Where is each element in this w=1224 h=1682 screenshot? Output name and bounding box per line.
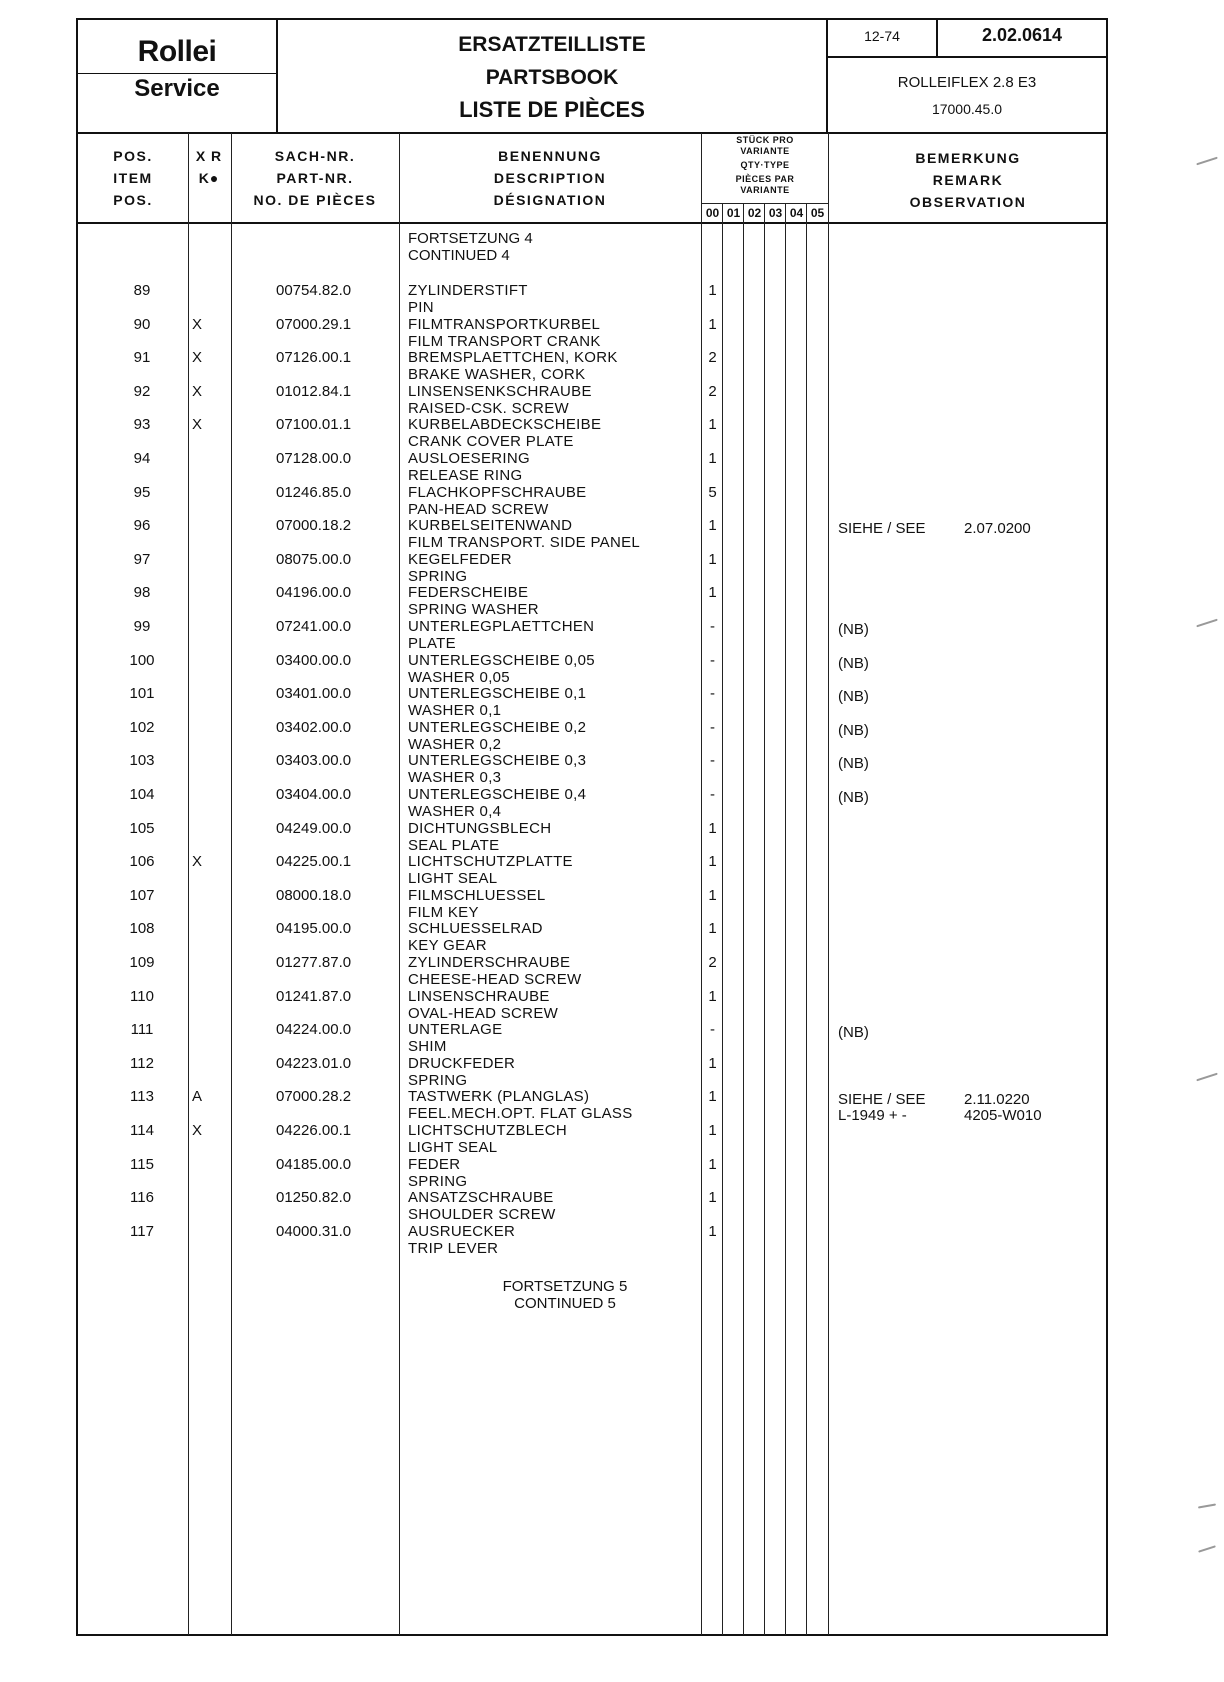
remark-cell: L-1949 + - <box>838 1107 907 1124</box>
description-en-cell: CRANK COVER PLATE <box>408 433 574 450</box>
table-row <box>0 920 1224 954</box>
pos-cell: 111 <box>130 1021 154 1038</box>
quantity-cell: 1 <box>708 282 717 299</box>
description-de-cell: LICHTSCHUTZPLATTE <box>408 853 573 870</box>
description-en-cell: WASHER 0,2 <box>408 736 502 753</box>
col-part-header: SACH-NR. PART-NR. NO. DE PIÈCES <box>253 148 377 208</box>
description-de-cell: KEGELFEDER <box>408 551 512 568</box>
quantity-cell: 2 <box>708 954 717 971</box>
quantity-cell: 1 <box>708 1223 717 1240</box>
quantity-cell: 1 <box>708 988 717 1005</box>
description-en-cell: WASHER 0,3 <box>408 769 502 786</box>
table-row <box>0 584 1224 618</box>
table-row <box>0 1156 1224 1190</box>
description-de-cell: UNTERLAGE <box>408 1021 503 1038</box>
pos-cell: 97 <box>133 551 151 568</box>
part-number-cell: 07126.00.1 <box>276 349 352 366</box>
table-row <box>0 551 1224 585</box>
quantity-cell: 1 <box>708 1055 717 1072</box>
table-row <box>0 416 1224 450</box>
description-en-cell: FILM TRANSPORT. SIDE PANEL <box>408 534 641 551</box>
description-en-cell: PLATE <box>408 635 456 652</box>
quantity-cell: - <box>710 1021 715 1038</box>
description-de-cell: UNTERLEGSCHEIBE 0,3 <box>408 752 587 769</box>
table-row <box>0 517 1224 551</box>
description-en-cell: CHEESE-HEAD SCREW <box>408 971 582 988</box>
description-en-cell: FILM KEY <box>408 904 479 921</box>
description-en-cell: WASHER 0,1 <box>408 702 502 719</box>
part-number-cell: 01246.85.0 <box>276 484 352 501</box>
xr-cell: X <box>192 349 203 366</box>
description-en-cell: FEEL.MECH.OPT. FLAT GLASS <box>408 1105 633 1122</box>
description-de-cell: ZYLINDERSCHRAUBE <box>408 954 571 971</box>
description-de-cell: FEDERSCHEIBE <box>408 584 529 601</box>
quantity-cell: - <box>710 786 715 803</box>
description-de-cell: ANSATZSCHRAUBE <box>408 1189 554 1206</box>
pos-cell: 108 <box>129 920 155 937</box>
description-en-cell: PIN <box>408 299 434 316</box>
title-fr: LISTE DE PIÈCES <box>459 97 645 122</box>
col-remark-header: BEMERKUNG REMARK OBSERVATION <box>909 150 1027 210</box>
description-en-cell: FILM TRANSPORT CRANK <box>408 333 601 350</box>
description-de-cell: ZYLINDERSTIFT <box>408 282 528 299</box>
description-de-cell: FILMTRANSPORTKURBEL <box>408 316 601 333</box>
pos-cell: 100 <box>129 652 155 669</box>
description-en-cell: WASHER 0,05 <box>408 669 510 686</box>
description-en-cell: OVAL-HEAD SCREW <box>408 1005 559 1022</box>
description-de-cell: AUSRUECKER <box>408 1223 516 1240</box>
part-number-cell: 04225.00.1 <box>276 853 352 870</box>
pos-cell: 93 <box>133 416 151 433</box>
description-de-cell: DICHTUNGSBLECH <box>408 820 552 837</box>
service-label: Service <box>134 75 220 102</box>
pos-cell: 115 <box>130 1156 154 1173</box>
table-row <box>0 786 1224 820</box>
part-number-cell: 07128.00.0 <box>276 450 352 467</box>
table-row <box>0 652 1224 686</box>
pos-cell: 106 <box>129 853 155 870</box>
part-number-cell: 01012.84.1 <box>276 383 352 400</box>
pos-cell: 98 <box>133 584 151 601</box>
part-number-cell: 07000.18.2 <box>276 517 352 534</box>
description-de-cell: UNTERLEGSCHEIBE 0,2 <box>408 719 587 736</box>
pos-cell: 89 <box>133 282 151 299</box>
remark-cell: (NB) <box>838 1024 869 1041</box>
description-en-cell: SPRING <box>408 1072 468 1089</box>
part-number-cell: 03402.00.0 <box>276 719 352 736</box>
description-en-cell: SPRING <box>408 568 468 585</box>
pos-cell: 102 <box>129 719 155 736</box>
quantity-cell: 2 <box>708 349 717 366</box>
part-number-cell: 04223.01.0 <box>276 1055 352 1072</box>
pos-cell: 110 <box>130 988 154 1005</box>
part-number-cell: 03403.00.0 <box>276 752 352 769</box>
pos-cell: 104 <box>129 786 155 803</box>
quantity-cell: - <box>710 685 715 702</box>
title-en: PARTSBOOK <box>485 66 619 89</box>
table-row <box>0 1223 1224 1257</box>
part-number-cell: 01277.87.0 <box>276 954 352 971</box>
remark-cell: SIEHE / SEE <box>838 1091 926 1108</box>
description-en-cell: RELEASE RING <box>408 467 523 484</box>
quantity-cell: 1 <box>708 1088 717 1105</box>
pos-cell: 91 <box>133 349 151 366</box>
description-en-cell: BRAKE WASHER, CORK <box>408 366 586 383</box>
quantity-cell: 1 <box>708 1189 717 1206</box>
quantity-cell: - <box>710 652 715 669</box>
col-name-header: BENENNUNG DESCRIPTION DÉSIGNATION <box>493 148 607 208</box>
description-de-cell: UNTERLEGSCHEIBE 0,4 <box>408 786 587 803</box>
part-number-cell: 03404.00.0 <box>276 786 352 803</box>
description-de-cell: UNTERLEGPLAETTCHEN <box>408 618 595 635</box>
remark-cell: (NB) <box>838 722 869 739</box>
table-row <box>0 853 1224 887</box>
part-number-cell: 04185.00.0 <box>276 1156 352 1173</box>
part-number-cell: 08000.18.0 <box>276 887 352 904</box>
part-number-cell: 04224.00.0 <box>276 1021 352 1038</box>
table-row <box>0 719 1224 753</box>
quantity-cell: 1 <box>708 1156 717 1173</box>
quantity-cell: 1 <box>708 416 717 433</box>
table-row <box>0 1122 1224 1156</box>
part-number-cell: 07000.29.1 <box>276 316 352 333</box>
col-xr-header: X R K● <box>195 148 223 186</box>
xr-cell: A <box>192 1088 203 1105</box>
col-qty-header: STÜCK PRO VARIANTE QTY·TYPE PIÈCES PAR VARIANTE <box>735 135 795 195</box>
continued-from-note: FORTSETZUNG 4 CONTINUED 4 <box>408 230 533 264</box>
part-number-cell: 07241.00.0 <box>276 618 352 635</box>
description-de-cell: AUSLOESERING <box>408 450 530 467</box>
part-number-cell: 04226.00.1 <box>276 1122 352 1139</box>
description-en-cell: SHOULDER SCREW <box>408 1206 556 1223</box>
pos-cell: 96 <box>133 517 151 534</box>
description-en-cell: LIGHT SEAL <box>408 870 498 887</box>
description-de-cell: FEDER <box>408 1156 461 1173</box>
table-row <box>0 1088 1224 1122</box>
quantity-cell: 1 <box>708 450 717 467</box>
pos-cell: 94 <box>133 450 151 467</box>
description-en-cell: RAISED-CSK. SCREW <box>408 400 569 417</box>
part-number-cell: 01250.82.0 <box>276 1189 352 1206</box>
description-de-cell: LINSENSCHRAUBE <box>408 988 550 1005</box>
table-row <box>0 282 1224 316</box>
quantity-cell: - <box>710 752 715 769</box>
quantity-cell: 5 <box>708 484 717 501</box>
title-de: ERSATZTEILLISTE <box>458 33 646 56</box>
pos-cell: 112 <box>130 1055 154 1072</box>
description-de-cell: UNTERLEGSCHEIBE 0,1 <box>408 685 587 702</box>
quantity-cell: 1 <box>708 1122 717 1139</box>
description-de-cell: FILMSCHLUESSEL <box>408 887 546 904</box>
table-row <box>0 820 1224 854</box>
quantity-cell: 2 <box>708 383 717 400</box>
quantity-cell: 1 <box>708 853 717 870</box>
description-en-cell: KEY GEAR <box>408 937 487 954</box>
pos-cell: 107 <box>129 887 155 904</box>
part-number-cell: 01241.87.0 <box>276 988 352 1005</box>
remark-cell: (NB) <box>838 789 869 806</box>
xr-cell: X <box>192 853 203 870</box>
table-row <box>0 685 1224 719</box>
pos-cell: 114 <box>130 1122 154 1139</box>
remark-cell: (NB) <box>838 621 869 638</box>
pos-cell: 109 <box>129 954 155 971</box>
pos-cell: 101 <box>129 685 155 702</box>
description-en-cell: LIGHT SEAL <box>408 1139 498 1156</box>
xr-cell: X <box>192 416 203 433</box>
doc-date: 12-74 <box>864 28 900 44</box>
part-number-cell: 03400.00.0 <box>276 652 352 669</box>
part-number-cell: 00754.82.0 <box>276 282 352 299</box>
description-de-cell: KURBELSEITENWAND <box>408 517 573 534</box>
table-row <box>0 954 1224 988</box>
quantity-cell: 1 <box>708 517 717 534</box>
part-number-cell: 08075.00.0 <box>276 551 352 568</box>
doc-number: 2.02.0614 <box>981 25 1063 45</box>
quantity-cell: 1 <box>708 887 717 904</box>
table-row <box>0 450 1224 484</box>
description-en-cell: SHIM <box>408 1038 447 1055</box>
xr-cell: X <box>192 1122 203 1139</box>
description-de-cell: SCHLUESSELRAD <box>408 920 543 937</box>
description-de-cell: LICHTSCHUTZBLECH <box>408 1122 567 1139</box>
col-pos-header: POS. ITEM POS. <box>113 148 153 208</box>
quantity-cell: - <box>710 719 715 736</box>
pos-cell: 113 <box>130 1088 154 1105</box>
description-de-cell: TASTWERK (PLANGLAS) <box>408 1088 590 1105</box>
quantity-cell: 1 <box>708 820 717 837</box>
xr-cell: X <box>192 316 203 333</box>
model-number: 17000.45.0 <box>931 101 1003 117</box>
table-row <box>0 988 1224 1022</box>
remark-reference-cell: 2.07.0200 <box>964 520 1031 537</box>
pos-cell: 92 <box>133 383 151 400</box>
remark-cell: SIEHE / SEE <box>838 520 926 537</box>
part-number-cell: 04196.00.0 <box>276 584 352 601</box>
table-row <box>0 349 1224 383</box>
part-number-cell: 03401.00.0 <box>276 685 352 702</box>
table-row <box>0 484 1224 518</box>
xr-cell: X <box>192 383 203 400</box>
pos-cell: 105 <box>129 820 155 837</box>
brand-name: Rollei <box>137 35 217 68</box>
remark-cell: (NB) <box>838 688 869 705</box>
part-number-cell: 07100.01.1 <box>276 416 352 433</box>
pos-cell: 116 <box>130 1189 154 1206</box>
model-name: ROLLEIFLEX 2.8 E3 <box>897 74 1037 91</box>
quantity-cell: - <box>710 618 715 635</box>
part-number-cell: 04249.00.0 <box>276 820 352 837</box>
remark-cell: (NB) <box>838 655 869 672</box>
remark-cell: (NB) <box>838 755 869 772</box>
remark-reference-cell: 2.11.0220 <box>964 1091 1030 1108</box>
part-number-cell: 07000.28.2 <box>276 1088 352 1105</box>
pos-cell: 95 <box>133 484 151 501</box>
quantity-cell: 1 <box>708 316 717 333</box>
table-row <box>0 1021 1224 1055</box>
description-en-cell: SPRING <box>408 1173 468 1190</box>
description-de-cell: FLACHKOPFSCHRAUBE <box>408 484 587 501</box>
pos-cell: 103 <box>129 752 155 769</box>
part-number-cell: 04000.31.0 <box>276 1223 352 1240</box>
description-en-cell: SPRING WASHER <box>408 601 539 618</box>
quantity-cell: 1 <box>708 584 717 601</box>
description-de-cell: KURBELABDECKSCHEIBE <box>408 416 602 433</box>
description-de-cell: LINSENSENKSCHRAUBE <box>408 383 592 400</box>
table-row <box>0 316 1224 350</box>
table-row <box>0 383 1224 417</box>
table-row <box>0 1055 1224 1089</box>
pos-cell: 117 <box>130 1223 154 1240</box>
part-number-cell: 04195.00.0 <box>276 920 352 937</box>
quantity-cell: 1 <box>708 551 717 568</box>
description-de-cell: DRUCKFEDER <box>408 1055 516 1072</box>
description-en-cell: SEAL PLATE <box>408 837 500 854</box>
description-en-cell: TRIP LEVER <box>408 1240 499 1257</box>
description-de-cell: UNTERLEGSCHEIBE 0,05 <box>408 652 595 669</box>
description-de-cell: BREMSPLAETTCHEN, KORK <box>408 349 618 366</box>
pos-cell: 99 <box>133 618 151 635</box>
table-row <box>0 618 1224 652</box>
quantity-cell: 1 <box>708 920 717 937</box>
table-row <box>0 752 1224 786</box>
description-en-cell: PAN-HEAD SCREW <box>408 501 549 518</box>
table-row <box>0 1189 1224 1223</box>
pos-cell: 90 <box>133 316 151 333</box>
continued-to-note: FORTSETZUNG 5 CONTINUED 5 <box>502 1278 628 1312</box>
description-en-cell: WASHER 0,4 <box>408 803 502 820</box>
table-row <box>0 887 1224 921</box>
remark-reference-cell: 4205-W010 <box>964 1107 1042 1124</box>
